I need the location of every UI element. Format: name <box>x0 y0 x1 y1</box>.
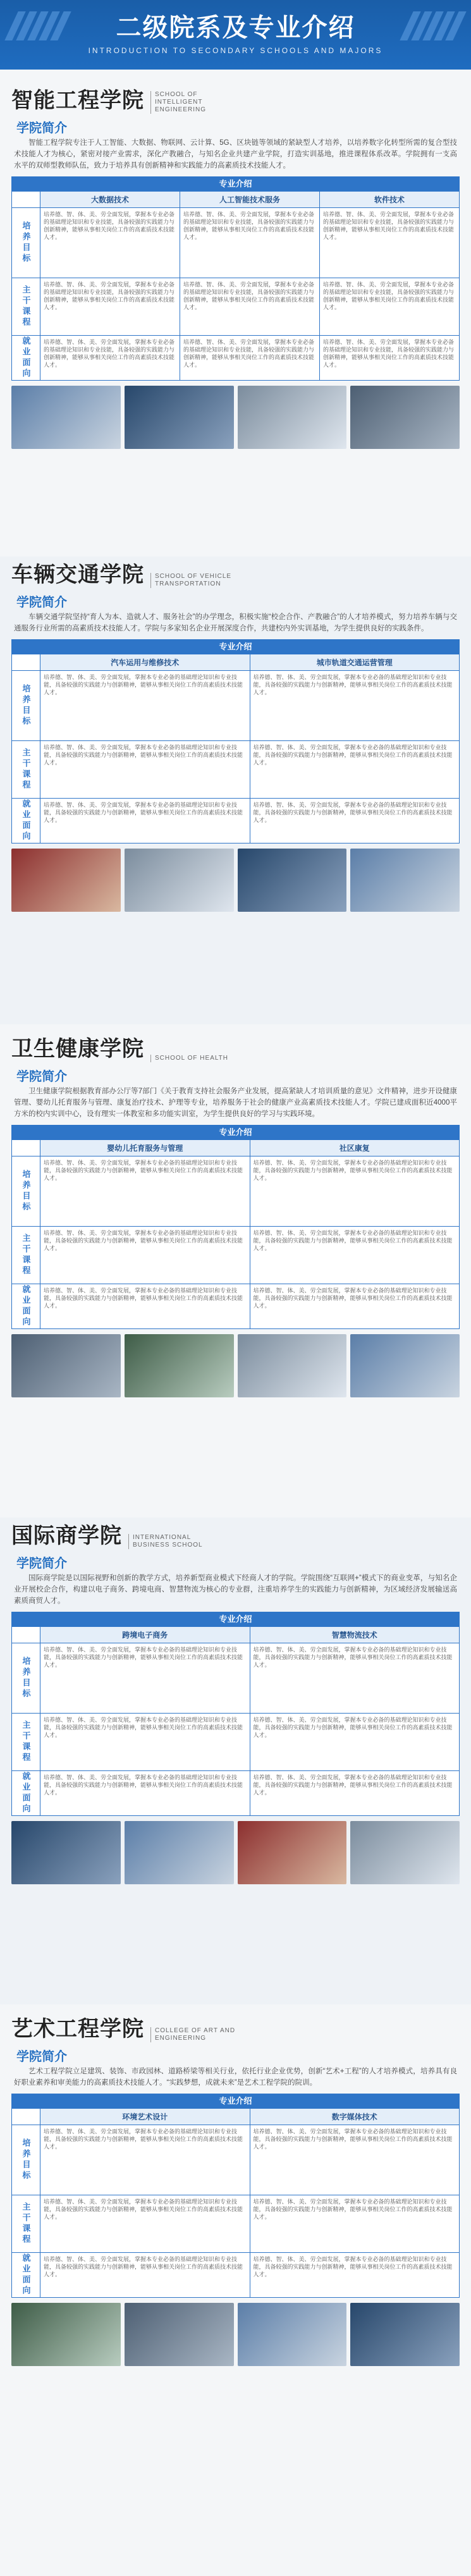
campus-photo <box>350 386 460 449</box>
photo-strip <box>11 1821 460 1884</box>
major-name: 城市轨道交通运营管理 <box>250 654 460 670</box>
major-detail: 培养德、智、体、美、劳全面发展，掌握本专业必备的基础理论知识和专业技能，具备较强的实践能力与创新精神，能够从事相关岗位工作的高素质技术技能人才。 <box>323 211 455 240</box>
campus-photo <box>350 2303 460 2366</box>
campus-photo <box>125 1821 234 1884</box>
campus-photo <box>238 2303 347 2366</box>
campus-photo <box>11 1334 121 1397</box>
major-name: 婴幼儿托育服务与管理 <box>40 1140 250 1156</box>
page-header <box>0 0 471 70</box>
campus-photo <box>238 386 347 449</box>
school-title-row <box>0 2011 471 2042</box>
school-intro: 国际商学院是以国际视野和创新的教学方式，培养新型商业模式下经商人才的学院。学院围绕“互联网+”模式下的商业变革，与知名企业开展校企合作，构建以电子商务、跨境电商、智慧物流为核心的专业群，注重培养学生的实践能力与创新精神，为区域经济发展输送高素质商贸人才。 <box>14 1574 457 1605</box>
school-intro: 智能工程学院专注于人工智能、大数据、物联网、云计算、5G、区块链等领域的紧缺型人才培养，以培养数字化转型所需的复合型技术技能人才为核心，紧密对接产业需求，深化产教融合，与知名企业共建产业学院，打造实训基地，推进课程体系改革。学院拥有一支高水平的双师型教师队伍，致力于培养具有创新精神和实践能力的高素质技术技能人才。 <box>14 139 457 169</box>
intro-heading: 学院简介 <box>16 2050 67 2064</box>
majors-row-courses <box>12 740 459 798</box>
major-detail: 培养德、智、体、美、劳全面发展，掌握本专业必备的基础理论知识和专业技能，具备较强的实践能力与创新精神，能够从事相关岗位工作的高素质技术技能人才。 <box>40 2253 250 2297</box>
major-detail: 培养德、智、体、美、劳全面发展，掌握本专业必备的基础理论知识和专业技能，具备较强的实践能力与创新精神，能够从事相关岗位工作的高素质技术技能人才。 <box>180 336 320 380</box>
major-detail: 培养德、智、体、美、劳全面发展，掌握本专业必备的基础理论知识和专业技能，具备较强的实践能力与创新精神，能够从事相关岗位工作的高素质技术技能人才。 <box>40 671 250 740</box>
intro-heading: 学院简介 <box>16 121 67 135</box>
photo-strip <box>11 386 460 449</box>
photo-strip <box>11 1334 460 1397</box>
photo-strip <box>11 2303 460 2366</box>
major-detail: 培养德、智、体、美、劳全面发展，掌握本专业必备的基础理论知识和专业技能，具备较强的实践能力与创新精神，能够从事相关岗位工作的高素质技术技能人才。 <box>253 1647 453 1668</box>
school-name-en: SCHOOL OF INTELLIGENT ENGINEERING <box>150 91 243 114</box>
majors-table <box>11 2094 460 2298</box>
major-name: 软件技术 <box>320 192 459 207</box>
majors-header-row <box>12 2108 459 2125</box>
campus-photo <box>238 849 347 912</box>
major-detail: 培养德、智、体、美、劳全面发展，掌握本专业必备的基础理论知识和专业技能，具备较强的实践能力与创新精神，能够从事相关岗位工作的高素质技术技能人才。 <box>40 208 180 278</box>
row-label-blank <box>12 1140 40 1156</box>
major-detail: 培养德、智、体、美、劳全面发展，掌握本专业必备的基础理论知识和专业技能，具备较强的实践能力与创新精神，能够从事相关岗位工作的高素质技术技能人才。 <box>253 1717 453 1738</box>
school-section <box>0 1518 471 2004</box>
major-name: 环境艺术设计 <box>40 2109 250 2125</box>
campus-photo <box>11 849 121 912</box>
majors-table-title: 专业介绍 <box>12 640 459 654</box>
campus-photo <box>238 1821 347 1884</box>
row-label-goal: 培养目标 <box>12 1156 40 1226</box>
major-name: 跨境电子商务 <box>40 1627 250 1643</box>
major-detail: 培养德、智、体、美、劳全面发展，掌握本专业必备的基础理论知识和专业技能，具备较强的实践能力与创新精神，能够从事相关岗位工作的高素质技术技能人才。 <box>253 2256 453 2278</box>
row-label-blank <box>12 1627 40 1643</box>
majors-row-jobs <box>12 1284 459 1328</box>
majors-row-courses <box>12 1713 459 1770</box>
majors-header-row <box>12 191 459 207</box>
majors-table <box>11 1612 460 1816</box>
page-subtitle: INTRODUCTION TO SECONDARY SCHOOLS AND MAJORS <box>88 46 383 55</box>
major-detail: 培养德、智、体、美、劳全面发展，掌握本专业必备的基础理论知识和专业技能，具备较强的实践能力与创新精神，能够从事相关岗位工作的高素质技术技能人才。 <box>40 336 180 380</box>
major-detail: 培养德、智、体、美、劳全面发展，掌握本专业必备的基础理论知识和专业技能，具备较强的实践能力与创新精神，能够从事相关岗位工作的高素质技术技能人才。 <box>40 1771 250 1815</box>
school-title-row <box>0 82 471 114</box>
major-detail: 培养德、智、体、美、劳全面发展，掌握本专业必备的基础理论知识和专业技能，具备较强的实践能力与创新精神，能够从事相关岗位工作的高素质技术技能人才。 <box>253 2128 453 2150</box>
major-detail: 培养德、智、体、美、劳全面发展，掌握本专业必备的基础理论知识和专业技能，具备较强的实践能力与创新精神，能够从事相关岗位工作的高素质技术技能人才。 <box>253 2199 453 2220</box>
intro-heading: 学院简介 <box>16 1070 67 1084</box>
majors-row-courses <box>12 2195 459 2252</box>
campus-photo <box>125 2303 234 2366</box>
campus-photo <box>238 1334 347 1397</box>
page-title: 二级院系及专业介绍 <box>116 14 355 42</box>
major-detail: 培养德、智、体、美、劳全面发展，掌握本专业必备的基础理论知识和专业技能，具备较强的实践能力与创新精神，能够从事相关岗位工作的高素质技术技能人才。 <box>180 278 320 335</box>
row-label-goal: 培养目标 <box>12 2125 40 2195</box>
major-detail: 培养德、智、体、美、劳全面发展，掌握本专业必备的基础理论知识和专业技能，具备较强的实践能力与创新精神，能够从事相关岗位工作的高素质技术技能人才。 <box>253 1160 453 1181</box>
school-name-en: SCHOOL OF VEHICLE TRANSPORTATION <box>150 573 243 588</box>
row-label-courses: 主干课程 <box>12 1714 40 1770</box>
major-detail: 培养德、智、体、美、劳全面发展，掌握本专业必备的基础理论知识和专业技能，具备较强的实践能力与创新精神，能够从事相关岗位工作的高素质技术技能人才。 <box>40 1643 250 1713</box>
row-label-goal: 培养目标 <box>12 1643 40 1713</box>
row-label-jobs: 就业面向 <box>12 336 40 380</box>
school-title-row <box>0 1518 471 1549</box>
major-detail: 培养德、智、体、美、劳全面发展，掌握本专业必备的基础理论知识和专业技能，具备较强的实践能力与创新精神，能够从事相关岗位工作的高素质技术技能人才。 <box>40 2195 250 2252</box>
school-name-en: COLLEGE OF ART AND ENGINEERING <box>150 2027 243 2042</box>
majors-row-goal <box>12 1156 459 1226</box>
majors-table <box>11 639 460 843</box>
majors-row-jobs <box>12 1770 459 1815</box>
row-label-blank <box>12 2109 40 2125</box>
row-label-goal: 培养目标 <box>12 208 40 278</box>
campus-photo <box>11 1821 121 1884</box>
majors-table <box>11 176 460 381</box>
row-label-courses: 主干课程 <box>12 1227 40 1284</box>
major-detail: 培养德、智、体、美、劳全面发展，掌握本专业必备的基础理论知识和专业技能，具备较强的实践能力与创新精神，能够从事相关岗位工作的高素质技术技能人才。 <box>253 744 453 766</box>
majors-row-jobs <box>12 798 459 843</box>
intro-heading: 学院简介 <box>16 1557 67 1571</box>
school-section <box>0 82 471 550</box>
major-name: 数字媒体技术 <box>250 2109 460 2125</box>
campus-photo <box>11 386 121 449</box>
major-name: 汽车运用与维修技术 <box>40 654 250 670</box>
majors-row-jobs <box>12 335 459 380</box>
major-detail: 培养德、智、体、美、劳全面发展，掌握本专业必备的基础理论知识和专业技能，具备较强的实践能力与创新精神，能够从事相关岗位工作的高素质技术技能人才。 <box>40 799 250 843</box>
school-name: 智能工程学院 <box>11 89 144 113</box>
majors-row-goal <box>12 1643 459 1713</box>
major-detail: 培养德、智、体、美、劳全面发展，掌握本专业必备的基础理论知识和专业技能，具备较强的实践能力与创新精神，能够从事相关岗位工作的高素质技术技能人才。 <box>40 1284 250 1328</box>
campus-photo <box>125 1334 234 1397</box>
row-label-goal: 培养目标 <box>12 671 40 740</box>
school-title-row <box>0 1031 471 1062</box>
major-detail: 培养德、智、体、美、劳全面发展，掌握本专业必备的基础理论知识和专业技能，具备较强的实践能力与创新精神，能够从事相关岗位工作的高素质技术技能人才。 <box>253 1230 453 1251</box>
row-label-courses: 主干课程 <box>12 741 40 798</box>
intro-heading: 学院简介 <box>16 596 67 610</box>
photo-strip <box>11 849 460 912</box>
campus-photo <box>11 2303 121 2366</box>
school-name: 车辆交通学院 <box>11 563 144 587</box>
campus-photo <box>350 849 460 912</box>
majors-row-jobs <box>12 2252 459 2297</box>
major-detail: 培养德、智、体、美、劳全面发展，掌握本专业必备的基础理论知识和专业技能，具备较强的实践能力与创新精神，能够从事相关岗位工作的高素质技术技能人才。 <box>253 674 453 696</box>
row-label-courses: 主干课程 <box>12 2195 40 2252</box>
major-detail: 培养德、智、体、美、劳全面发展，掌握本专业必备的基础理论知识和专业技能，具备较强的实践能力与创新精神，能够从事相关岗位工作的高素质技术技能人才。 <box>323 281 455 310</box>
major-detail: 培养德、智、体、美、劳全面发展，掌握本专业必备的基础理论知识和专业技能，具备较强的实践能力与创新精神，能够从事相关岗位工作的高素质技术技能人才。 <box>253 1774 453 1796</box>
majors-table-title: 专业介绍 <box>12 1125 459 1139</box>
row-label-jobs: 就业面向 <box>12 2253 40 2297</box>
major-detail: 培养德、智、体、美、劳全面发展，掌握本专业必备的基础理论知识和专业技能，具备较强的实践能力与创新精神，能够从事相关岗位工作的高素质技术技能人才。 <box>40 278 180 335</box>
major-detail: 培养德、智、体、美、劳全面发展，掌握本专业必备的基础理论知识和专业技能，具备较强的实践能力与创新精神，能够从事相关岗位工作的高素质技术技能人才。 <box>40 1227 250 1284</box>
major-detail: 培养德、智、体、美、劳全面发展，掌握本专业必备的基础理论知识和专业技能，具备较强的实践能力与创新精神，能够从事相关岗位工作的高素质技术技能人才。 <box>323 339 455 368</box>
header-decoration-right <box>371 11 460 40</box>
majors-table-title: 专业介绍 <box>12 1612 459 1626</box>
major-name: 社区康复 <box>250 1140 460 1156</box>
majors-row-courses <box>12 278 459 335</box>
row-label-courses: 主干课程 <box>12 278 40 335</box>
major-name: 大数据技术 <box>40 192 180 207</box>
school-name-en: SCHOOL OF HEALTH <box>150 1055 243 1062</box>
school-name-en: INTERNATIONAL BUSINESS SCHOOL <box>128 1534 221 1549</box>
header-decoration-left <box>11 11 100 40</box>
majors-header-row <box>12 654 459 670</box>
row-label-jobs: 就业面向 <box>12 1771 40 1815</box>
majors-row-goal <box>12 207 459 278</box>
row-label-blank <box>12 192 40 207</box>
major-detail: 培养德、智、体、美、劳全面发展，掌握本专业必备的基础理论知识和专业技能，具备较强的实践能力与创新精神，能够从事相关岗位工作的高素质技术技能人才。 <box>253 802 453 823</box>
row-label-jobs: 就业面向 <box>12 799 40 843</box>
school-title-row <box>0 556 471 588</box>
campus-photo <box>350 1821 460 1884</box>
majors-header-row <box>12 1626 459 1643</box>
school-intro: 卫生健康学院根据教育部办公厅等7部门《关于教育支持社会服务产业发展，提高紧缺人才培训质量的意见》文件精神，进步开设健康管理、婴幼儿托育服务与管理、康复治疗技术、护理等专业，培养服务于社会的健康产业高素质技术技能人才。学院已建成面积近4000平方米的校内实训中心，设有理实一体教室和多功能实训室，为学生提供良好的学习与实践环境。 <box>14 1088 457 1118</box>
row-label-blank <box>12 654 40 670</box>
major-name: 智慧物流技术 <box>250 1627 460 1643</box>
school-intro: 车辆交通学院坚持“育人为本、造就人才、服务社会”的办学理念，积极实施“校企合作、产教融合”的人才培养模式，努力培养车辆与交通服务行业所需的高素质技术技能人才。学院与多家知名企业开展深度合作，共建校内外实训基地，为学生提供良好的实践条件。 <box>14 613 457 632</box>
majors-row-goal <box>12 2125 459 2195</box>
major-detail: 培养德、智、体、美、劳全面发展，掌握本专业必备的基础理论知识和专业技能，具备较强的实践能力与创新精神，能够从事相关岗位工作的高素质技术技能人才。 <box>40 741 250 798</box>
school-section <box>0 2011 471 2567</box>
majors-table-title: 专业介绍 <box>12 2094 459 2108</box>
row-label-jobs: 就业面向 <box>12 1284 40 1328</box>
majors-row-courses <box>12 1226 459 1284</box>
major-detail: 培养德、智、体、美、劳全面发展，掌握本专业必备的基础理论知识和专业技能，具备较强的实践能力与创新精神，能够从事相关岗位工作的高素质技术技能人才。 <box>40 2125 250 2195</box>
major-detail: 培养德、智、体、美、劳全面发展，掌握本专业必备的基础理论知识和专业技能，具备较强的实践能力与创新精神，能够从事相关岗位工作的高素质技术技能人才。 <box>253 1287 453 1309</box>
campus-photo <box>125 386 234 449</box>
majors-row-goal <box>12 670 459 740</box>
major-detail: 培养德、智、体、美、劳全面发展，掌握本专业必备的基础理论知识和专业技能，具备较强的实践能力与创新精神，能够从事相关岗位工作的高素质技术技能人才。 <box>40 1156 250 1226</box>
major-detail: 培养德、智、体、美、劳全面发展，掌握本专业必备的基础理论知识和专业技能，具备较强的实践能力与创新精神，能够从事相关岗位工作的高素质技术技能人才。 <box>180 208 320 278</box>
major-name: 人工智能技术服务 <box>180 192 320 207</box>
majors-table-title: 专业介绍 <box>12 177 459 191</box>
school-name: 艺术工程学院 <box>11 2017 144 2041</box>
majors-header-row <box>12 1139 459 1156</box>
school-name: 国际商学院 <box>11 1524 122 1548</box>
school-section <box>0 1031 471 1511</box>
campus-photo <box>350 1334 460 1397</box>
campus-photo <box>125 849 234 912</box>
majors-table <box>11 1125 460 1329</box>
major-detail: 培养德、智、体、美、劳全面发展，掌握本专业必备的基础理论知识和专业技能，具备较强的实践能力与创新精神，能够从事相关岗位工作的高素质技术技能人才。 <box>40 1714 250 1770</box>
school-name: 卫生健康学院 <box>11 1037 144 1061</box>
school-intro: 艺术工程学院立足建筑、装饰、市政园林、道路桥梁等相关行业，依托行业企业优势，创新“艺术+工程”的人才培养模式，培养具有良好职业素养和审美能力的高素质技术技能人才。“实践梦想，成就未来”是艺术工程学院的院训。 <box>14 2068 457 2087</box>
school-section <box>0 556 471 1024</box>
